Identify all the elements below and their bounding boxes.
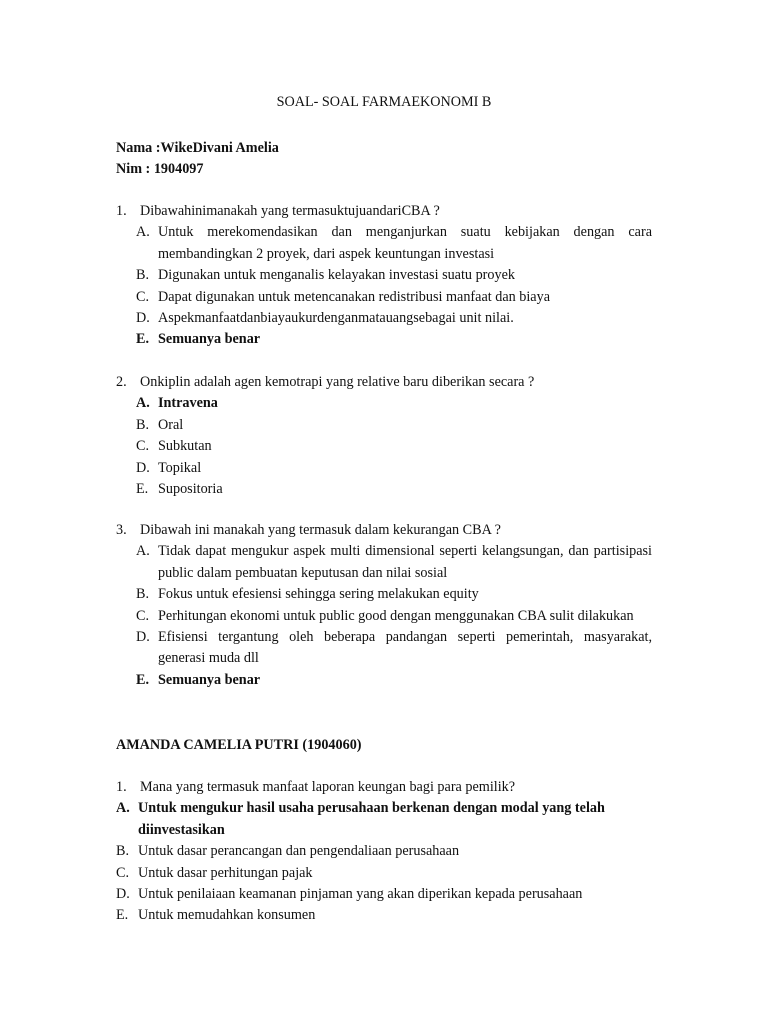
option-letter: C. xyxy=(116,864,130,881)
question-line xyxy=(116,520,652,541)
name-label: Nama : xyxy=(116,140,161,156)
name-value: WikeDivani Amelia xyxy=(160,140,279,156)
nim-line xyxy=(116,159,203,180)
question-number: 2. xyxy=(116,374,127,390)
option-d xyxy=(116,884,652,905)
option-b xyxy=(116,841,652,862)
option-text: Efisiensi tergantung oleh beberapa pandangan seperti pemerintah, masyarakat, generasi muda dll xyxy=(158,629,652,667)
question-line xyxy=(116,777,652,798)
option-letter: D. xyxy=(136,629,150,646)
page-title: SOAL- SOAL FARMAEKONOMI B xyxy=(276,94,492,110)
nim-label: Nim : xyxy=(116,161,151,177)
question-text: Dibawahinimanakah yang termasuktujuandariCBA ? xyxy=(140,203,440,219)
question-line xyxy=(116,201,652,222)
name-line xyxy=(116,138,279,159)
option-letter: B. xyxy=(136,416,150,433)
option-letter: D. xyxy=(116,886,130,903)
question-block-2 xyxy=(116,372,652,500)
option-letter: E. xyxy=(136,671,150,688)
option-e xyxy=(116,479,652,500)
option-c xyxy=(116,863,652,884)
option-text: Untuk penilaiaan keamanan pinjaman yang akan diperikan kepada perusahaan xyxy=(138,886,583,903)
option-letter: C. xyxy=(136,438,150,455)
option-text: Intravena xyxy=(158,395,218,412)
option-b xyxy=(116,584,652,605)
option-a xyxy=(116,541,652,584)
option-letter: A. xyxy=(136,395,150,412)
question-number: 1. xyxy=(116,779,127,795)
question-block-4 xyxy=(116,777,652,927)
option-text: Perhitungan ekonomi untuk public good dengan menggunakan CBA sulit dilakukan xyxy=(158,607,634,624)
option-b xyxy=(116,265,652,286)
option-text: Topikal xyxy=(158,459,202,476)
option-letter: C. xyxy=(136,607,150,624)
question-block-3 xyxy=(116,520,652,691)
option-e-correct xyxy=(116,329,652,350)
option-list xyxy=(116,798,652,926)
option-a-correct xyxy=(116,393,652,414)
option-d xyxy=(116,627,652,670)
option-text: Supositoria xyxy=(158,481,223,498)
option-d xyxy=(116,458,652,479)
option-list xyxy=(116,222,652,350)
option-letter: A. xyxy=(116,800,130,817)
question-text: Onkiplin adalah agen kemotrapi yang relative baru diberikan secara ? xyxy=(140,374,535,390)
option-text: Untuk mengukur hasil usaha perusahaan berkenan dengan modal yang telah diinvestasikan xyxy=(138,800,605,838)
option-text: Aspekmanfaatdanbiayaukurdenganmatauangsebagai unit nilai. xyxy=(158,310,514,327)
option-text: Tidak dapat mengukur aspek multi dimensional seperti kelangsungan, dan partisipasi public dalam pembuatan keputusan dan nilai sosial xyxy=(158,543,652,581)
option-letter: A. xyxy=(136,224,150,241)
option-text: Subkutan xyxy=(158,438,212,455)
option-letter: B. xyxy=(116,843,130,860)
author-heading: AMANDA CAMELIA PUTRI (1904060) xyxy=(116,737,362,753)
question-line xyxy=(116,372,652,393)
option-text: Fokus untuk efesiensi sehingga sering melakukan equity xyxy=(158,586,479,603)
option-text: Untuk merekomendasikan dan menganjurkan suatu kebijakan dengan cara membandingkan 2 proyek, dari aspek keuntungan investasi xyxy=(158,224,652,262)
option-c xyxy=(116,287,652,308)
option-letter: D. xyxy=(136,459,150,476)
option-letter: B. xyxy=(136,586,150,603)
option-text: Oral xyxy=(158,416,184,433)
option-letter: D. xyxy=(136,310,150,327)
option-list xyxy=(116,541,652,691)
option-text: Untuk memudahkan konsumen xyxy=(138,907,316,924)
question-block-1 xyxy=(116,201,652,351)
option-letter: A. xyxy=(136,543,150,560)
option-a xyxy=(116,222,652,265)
option-e xyxy=(116,905,652,926)
option-text: Semuanya benar xyxy=(158,671,261,688)
option-d xyxy=(116,308,652,329)
option-c xyxy=(116,436,652,457)
question-text: Mana yang termasuk manfaat laporan keungan bagi para pemilik? xyxy=(140,779,516,795)
option-letter: E. xyxy=(136,331,150,348)
option-letter: B. xyxy=(136,267,150,284)
option-c xyxy=(116,606,652,627)
nim-value: 1904097 xyxy=(153,161,204,177)
question-number: 3. xyxy=(116,522,127,538)
option-letter: C. xyxy=(136,288,150,305)
question-text: Dibawah ini manakah yang termasuk dalam kekurangan CBA ? xyxy=(140,522,501,538)
option-letter: E. xyxy=(136,481,149,498)
option-text: Untuk dasar perancangan dan pengendaliaan perusahaan xyxy=(138,843,460,860)
option-text: Dapat digunakan untuk metencanakan redistribusi manfaat dan biaya xyxy=(158,288,550,305)
option-e-correct xyxy=(116,670,652,691)
option-text: Digunakan untuk menganalis kelayakan investasi suatu proyek xyxy=(158,267,515,284)
option-text: Semuanya benar xyxy=(158,331,261,348)
option-letter: E. xyxy=(116,907,129,924)
option-a-correct xyxy=(116,798,652,841)
option-list xyxy=(116,393,652,500)
option-b xyxy=(116,415,652,436)
option-text: Untuk dasar perhitungan pajak xyxy=(138,864,313,881)
question-number: 1. xyxy=(116,203,127,219)
